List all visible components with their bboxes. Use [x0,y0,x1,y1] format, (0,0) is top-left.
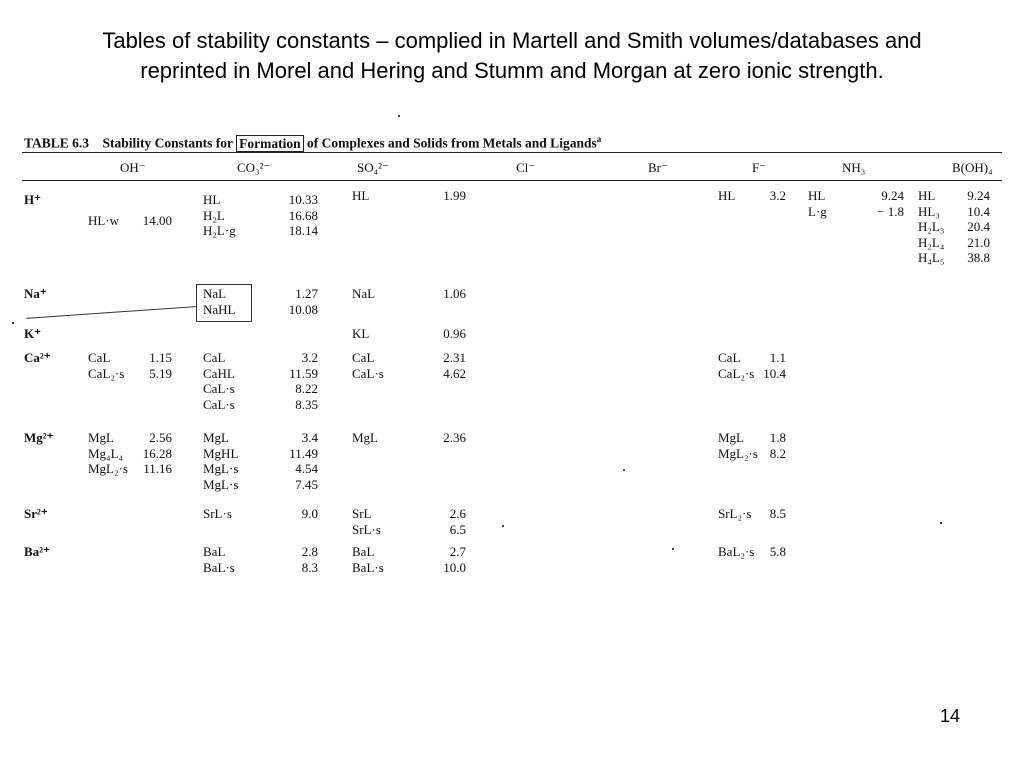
cell-value: 14.00 [142,213,172,228]
metal-row-label: Ca²⁺ [24,350,51,365]
cell-value: 21.0 [967,234,990,250]
cell-species: NaHL [203,301,236,317]
cell-value: 38.8 [967,250,990,265]
cell-value: 1.06 [443,286,466,301]
metal-row-label: H⁺ [24,192,41,207]
cell-species: CaL·s [352,365,384,381]
cell-value: 11.16 [143,461,172,476]
column-header: OH⁻ [120,160,146,175]
cell-species: BaL·s [203,559,235,575]
table-caption-post: of Complexes and Solids from Metals and Ligands [307,135,597,151]
cell-value: 0.96 [443,326,466,341]
cell-species: MgL·s [203,461,239,476]
slide-title-line-1: Tables of stability constants – complied in Martell and Smith volumes/databases and [102,28,922,53]
scan-speck [940,522,942,524]
table-caption-boxed: Formation [236,135,304,152]
cell-species: MgL·s [203,476,239,492]
cell-value: 1.15 [149,350,172,365]
cell-species: CaL [352,350,375,365]
cell-species: SrL [352,506,372,521]
column-header: SO₄²⁻ [357,160,389,175]
cell-value: 5.8 [769,544,786,559]
cell-species: HL₃ [918,203,940,219]
cell-value: 2.8 [301,544,318,559]
cell-species: SrL₂·s [718,506,752,521]
cell-value: 16.68 [288,207,318,223]
cell-species: HL [718,188,736,203]
cell-species: MgL [718,430,744,445]
cell-value: 11.59 [289,365,318,381]
cell-value: 10.33 [288,192,318,207]
cell-value: 8.22 [295,381,318,396]
cell-species: MgL [88,430,114,445]
cell-value: 10.4 [967,203,990,219]
cell-species: CaL [88,350,111,365]
cell-species: CaL·s [203,381,235,396]
cell-value: 8.2 [769,445,786,461]
cell-species: KL [352,326,370,341]
cell-species: CaL₂·s [88,365,125,381]
header-rule-bottom [22,180,1002,181]
cell-value: 2.31 [443,350,466,365]
table-label: TABLE 6.3 [24,135,90,151]
cell-value: 16.28 [142,445,172,461]
handwritten-box-annotation [196,284,252,322]
cell-species: H₂L·g [203,223,236,238]
cell-value: 8.3 [301,559,318,575]
table-caption-pre: Stability Constants for [102,135,233,151]
cell-species: L·g [808,203,827,219]
cell-value: 10.0 [443,559,466,575]
cell-species: CaL [203,350,226,365]
cell-value: 3.2 [769,188,786,203]
handwritten-underline [26,306,196,319]
cell-value: 3.2 [301,350,318,365]
cell-species: Mg₄L₄ [88,445,124,461]
cell-value: 2.7 [449,544,466,559]
metal-row-label: Mg²⁺ [24,430,54,445]
cell-species: H₂L₄ [918,234,945,250]
cell-value: 11.49 [289,445,318,461]
cell-value: − 1.8 [877,203,904,219]
cell-species: BaL·s [352,559,384,575]
metal-row-label: Ba²⁺ [24,544,50,559]
column-header: Br⁻ [648,160,668,175]
cell-value: 5.19 [149,365,172,381]
scan-speck [672,548,674,550]
cell-species: MgL [352,430,378,445]
cell-species: HL [203,192,221,207]
metal-row-label: Na⁺ [24,286,47,301]
column-header: B(OH)₄ [952,160,993,175]
cell-value: 4.54 [295,461,318,476]
cell-value: 20.4 [967,219,990,234]
cell-species: HL·w [88,213,120,228]
column-header: Cl⁻ [516,160,536,175]
column-header: NH₃ [842,160,866,175]
cell-species: MgL₂·s [718,445,758,461]
cell-value: 18.14 [288,223,318,238]
cell-value: 1.99 [443,188,466,203]
table-caption [24,132,601,151]
cell-species: H₄L₅ [918,250,945,265]
cell-species: NaL [203,286,227,301]
scan-speck [12,322,14,324]
cell-value: 2.36 [443,430,466,445]
cell-value: 7.45 [295,476,318,492]
scan-speck [398,115,400,117]
cell-species: BaL [352,544,375,559]
cell-species: HL [808,188,826,203]
cell-species: H₂L₃ [918,219,945,234]
cell-value: 2.56 [149,430,172,445]
cell-species: SrL·s [203,506,232,521]
cell-value: 9.24 [881,188,904,203]
cell-value: 10.4 [763,365,786,381]
cell-species: HL [918,188,936,203]
cell-species: H₂L [203,207,225,223]
cell-value: 9.0 [301,506,318,521]
slide-title-line-2: reprinted in Morel and Hering and Stumm and Morgan at zero ionic strength. [140,58,884,83]
cell-value: 8.5 [769,506,786,521]
cell-species: MgL₂·s [88,461,128,476]
cell-value: 10.08 [288,301,318,317]
column-header: F⁻ [752,160,767,175]
cell-value: 6.5 [449,521,466,537]
page-number: 14 [939,706,961,726]
cell-species: SrL·s [352,521,381,537]
cell-value: 8.35 [295,396,318,412]
cell-species: CaL₂·s [718,365,755,381]
cell-species: MgL [203,430,229,445]
cell-species: BaL [203,544,226,559]
table-caption-footnote-mark: a [596,134,602,144]
cell-value: 1.27 [295,286,318,301]
cell-value: 1.8 [769,430,786,445]
cell-species: BaL₂·s [718,544,755,559]
column-header: CO₃²⁻ [237,160,271,175]
scanned-table [0,110,1024,590]
cell-value: 2.6 [449,506,466,521]
cell-species: CaHL [203,365,235,381]
header-rule-top [22,152,1002,153]
cell-species: MgHL [203,445,239,461]
cell-species: CaL [718,350,741,365]
cell-species: NaL [352,286,376,301]
cell-value: 9.24 [967,188,990,203]
metal-row-label: Sr²⁺ [24,506,48,521]
scan-speck [502,525,504,527]
cell-species: HL [352,188,370,203]
cell-value: 1.1 [769,350,786,365]
scan-speck [623,469,625,471]
cell-value: 4.62 [443,365,466,381]
cell-value: 3.4 [301,430,318,445]
cell-species: CaL·s [203,396,235,412]
slide-title [0,26,1024,86]
metal-row-label: K⁺ [24,326,41,341]
